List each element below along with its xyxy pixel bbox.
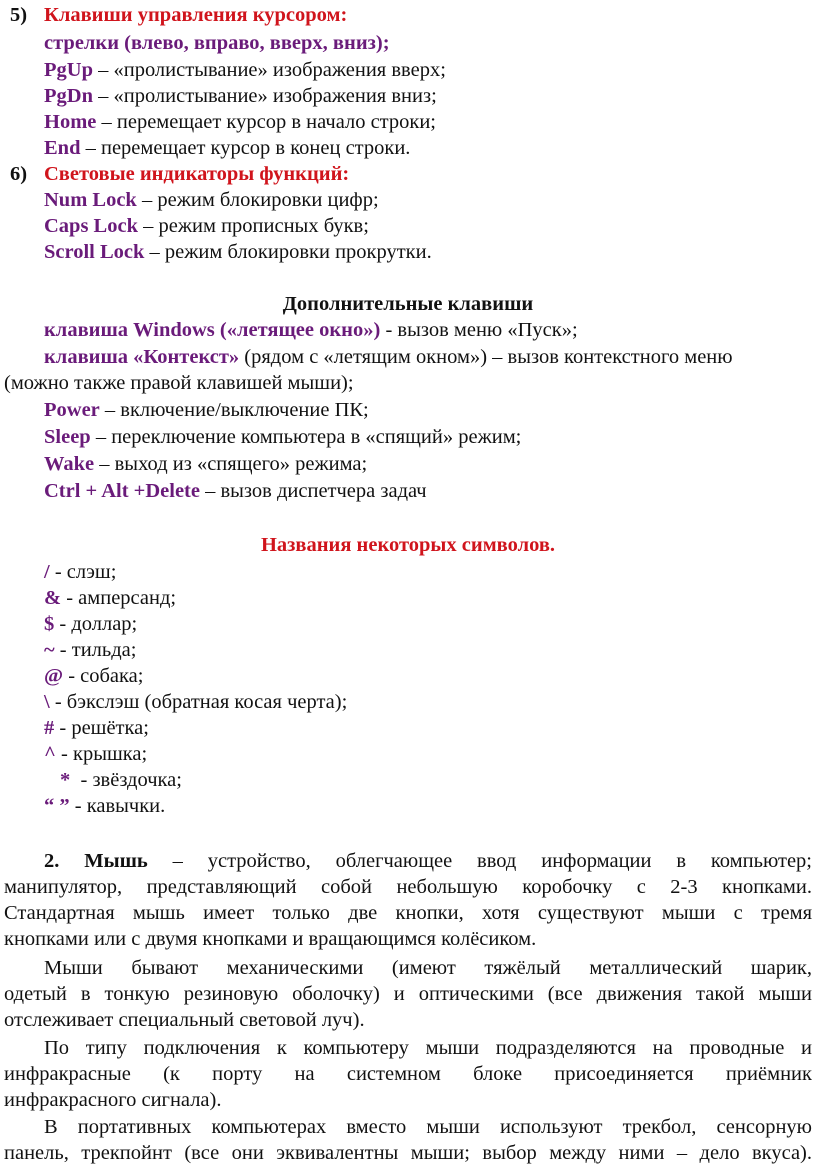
section6-number: 6) [10, 163, 28, 185]
key-line-pgup [44, 57, 446, 83]
key-name: End [44, 137, 81, 159]
mouse-p3-line3: инфракрасного сигнала). [4, 1089, 222, 1111]
symbol-line [44, 793, 165, 819]
symbol-line [44, 637, 136, 663]
key-desc: – переключение компьютера в «спящий» режим; [90, 426, 522, 448]
symbol-desc: - собака; [63, 665, 144, 687]
mouse-p3-line1: По типу подключения к компьютеру мыши подразделяются на проводные и [44, 1037, 812, 1059]
mouse-p2-line1: Мыши бывают механическими (имеют тяжёлый металлический шарик, [44, 957, 812, 979]
symbol-desc: - доллар; [54, 613, 138, 635]
mouse-p4-line1: В портативных компьютерах вместо мыши используют трекбол, сенсорную [44, 1116, 812, 1138]
symbol-glyph: ~ [44, 639, 55, 661]
mouse-lead: 2. Мышь [44, 850, 148, 872]
key-name: Caps Lock [44, 215, 138, 237]
section5-title-line [10, 2, 347, 28]
symbol-desc: - решётка; [54, 717, 149, 739]
key-line-wake [44, 451, 367, 477]
mouse-p2-line3: отслеживает специальный световой луч). [4, 1009, 365, 1031]
symbol-glyph: / [44, 561, 50, 583]
symbol-line [44, 611, 137, 637]
symbols-heading: Названия некоторых символов. [260, 534, 556, 556]
mouse-p1-line3: Стандартная мышь имеет только две кнопки, хотя существуют мыши с тремя [4, 902, 812, 924]
symbol-line [60, 767, 182, 793]
key-name: Home [44, 111, 97, 133]
key-desc: – «пролиcтывание» изображения вверх; [92, 59, 446, 81]
indicator-line-scrolllock [44, 239, 432, 265]
key-name: Ctrl + Alt +Delete [44, 480, 200, 502]
key-desc: – режим блокировки прокрутки. [144, 241, 432, 263]
symbol-line [44, 741, 147, 767]
key-desc: – режим блокировки цифр; [136, 189, 379, 211]
key-desc: (рядом с «летящим окном») – вызов контекстного меню [239, 346, 733, 368]
key-name: Num Lock [44, 189, 137, 211]
section6-title-line [10, 161, 349, 187]
mouse-p1-line4: кнопками или с двумя кнопками и вращающимся колёсиком. [4, 928, 537, 950]
key-line-end [44, 135, 410, 161]
symbol-line [44, 715, 149, 741]
extra-keys-heading: Дополнительные клавиши [282, 293, 534, 315]
symbol-desc: - кавычки. [69, 795, 166, 817]
section5-number: 5) [10, 4, 28, 26]
mouse-p1-line1 [44, 848, 812, 874]
indicator-line-numlock [44, 187, 379, 213]
windows-key-line [44, 317, 578, 343]
key-name: Wake [44, 453, 95, 475]
mouse-p3-line2: инфракрасные (к порту на системном блоке присоединяется приёмник [4, 1063, 812, 1085]
symbol-line [44, 663, 143, 689]
key-name: PgUp [44, 59, 93, 81]
section6-title: Световые индикаторы функций: [44, 163, 350, 185]
key-desc: – перемещает курсор в начало строки; [96, 111, 437, 133]
symbol-line [44, 585, 176, 611]
key-desc: - вызов меню «Пуск»; [380, 319, 578, 341]
symbol-line [44, 689, 347, 715]
symbol-glyph: * [60, 769, 71, 791]
key-desc: – включение/выключение ПК; [99, 399, 369, 421]
key-name: Scroll Lock [44, 241, 145, 263]
symbol-desc: - крышка; [55, 743, 148, 765]
symbol-line [44, 559, 116, 585]
symbol-glyph: & [44, 587, 62, 609]
key-name: Sleep [44, 426, 91, 448]
mouse-p2-line2: одетый в тонкую резиновую оболочку) и оптическими (все движения такой мыши [4, 983, 812, 1005]
mouse-text: – устройство, облегчающее ввод информации в компьютер; [147, 850, 812, 872]
context-key-continuation: (можно также правой клавишей мыши); [4, 372, 354, 394]
symbol-glyph: # [44, 717, 55, 739]
symbol-glyph: $ [44, 613, 55, 635]
symbol-glyph: “ ” [44, 795, 70, 817]
key-line-ctrl-alt-delete [44, 478, 427, 504]
mouse-p1-line2: манипулятор, представляющий собой небольшую коробочку с 2-3 кнопками. [4, 876, 812, 898]
key-line-home [44, 109, 436, 135]
context-key-line [44, 344, 733, 370]
symbol-desc: - слэш; [49, 561, 117, 583]
key-desc: – перемещает курсор в конец строки. [80, 137, 411, 159]
symbol-desc: - звёздочка; [70, 769, 182, 791]
symbol-glyph: ^ [44, 743, 56, 765]
key-line-sleep [44, 424, 521, 450]
section5-title: Клавиши управления курсором: [44, 4, 348, 26]
key-desc: – «пролиcтывание» изображения вниз; [92, 85, 437, 107]
section5-arrows: стрелки (влево, вправо, вверх, вниз); [44, 32, 390, 54]
key-line-pgdn [44, 83, 437, 109]
indicator-line-capslock [44, 213, 369, 239]
symbol-glyph: \ [44, 691, 50, 713]
key-desc: – выход из «спящего» режима; [94, 453, 368, 475]
key-name: клавиша «Контекст» [44, 346, 240, 368]
key-desc: – вызов диспетчера задач [199, 480, 427, 502]
key-name: клавиша Windows («летящее окно») [44, 319, 381, 341]
symbol-desc: - тильда; [54, 639, 137, 661]
symbol-desc: - бэкслэш (обратная косая черта); [49, 691, 348, 713]
key-line-power [44, 397, 369, 423]
symbol-desc: - амперсанд; [61, 587, 177, 609]
key-name: PgDn [44, 85, 93, 107]
key-desc: – режим прописных букв; [137, 215, 369, 237]
key-name: Power [44, 399, 100, 421]
symbol-glyph: @ [44, 665, 64, 687]
mouse-p4-line2: панель, трекпойнт (все они эквивалентны мыши; выбор между ними – дело вкуса). [4, 1142, 812, 1164]
